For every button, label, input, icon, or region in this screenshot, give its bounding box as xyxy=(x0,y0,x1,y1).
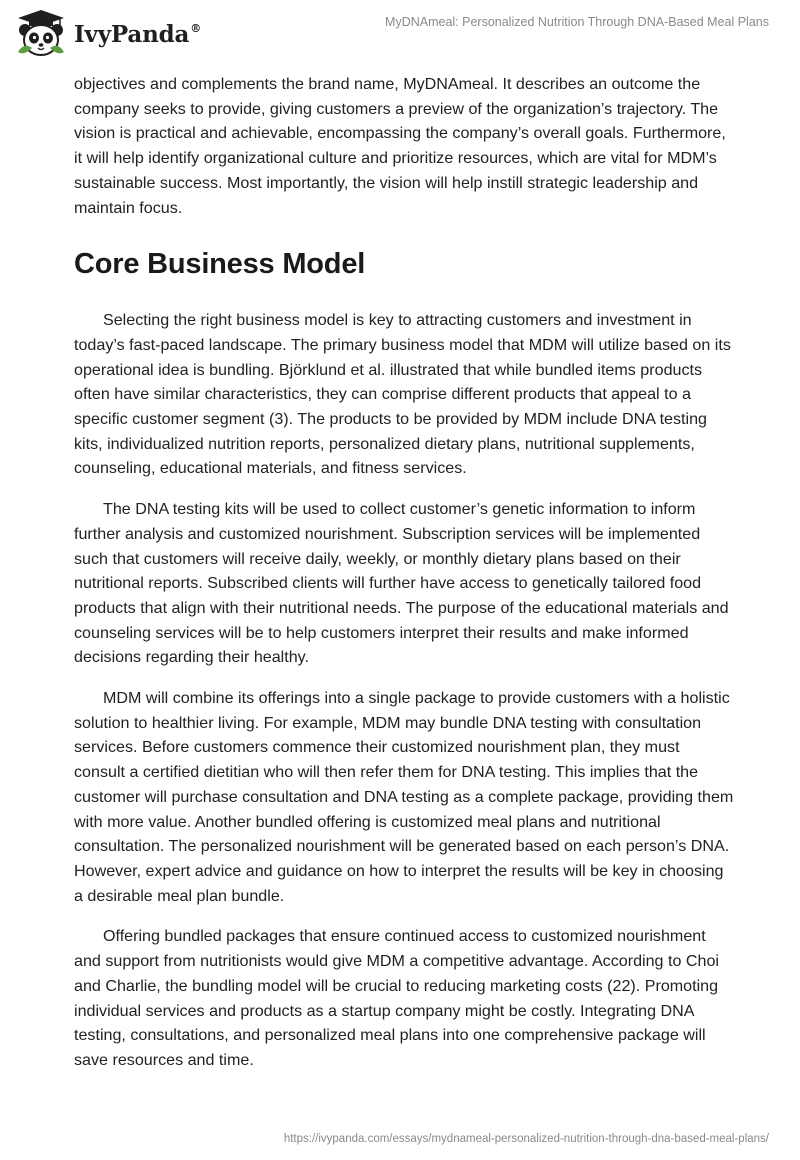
intro-paragraph: objectives and complements the brand name, MyDNAmeal. It describes an outcome the company seeks to provide, giving customers a preview of the organization’s trajectory. The vision is practical and achievable, encompassing the company’s overall goals. Furthermore, it will help identify organizational culture and prioritize resources, which are vital for MDM’s sustainable success. Most importantly, the vision will help instill strategic leadership and maintain focus. xyxy=(74,75,726,217)
panda-graduate-icon xyxy=(14,8,68,58)
registered-mark: ® xyxy=(190,21,201,35)
body-paragraph: MDM will combine its offerings into a single package to provide customers with a holistic solution to healthier living. For example, MDM may bundle DNA testing with consultation services. Before customers commence their customized nourishment plan, they must consult a certified dietitian who will then refer them for DNA testing. This implies that the customer will purchase consultation and DNA testing as a complete package, providing them with more value. Another bundled offering is customized meal plans and nutritional consultation. The personalized nourishment will be generated based on each person’s DNA. However, expert advice and guidance on how to interpret the results will be key in choosing a desirable meal plan bundle. xyxy=(74,689,734,905)
body-paragraph: The DNA testing kits will be used to collect customer’s genetic information to inform further analysis and customized nourishment. Subscription services will be implemented such that customers will receive daily, weekly, or monthly dietary plans based on their nutritional reports. Subscribed clients will further have access to genetically tailored food products that align with their nutritional needs. The purpose of the educational materials and counseling services will be to help customers interpret their results and make informed decisions regarding their healthy. xyxy=(74,500,729,667)
body-paragraph: Offering bundled packages that ensure continued access to customized nourishment and support from nutritionists would give MDM a competitive advantage. According to Choi and Charlie, the bundling model will be crucial to reducing marketing costs (22). Promoting individual services and products as a startup company might be costly. Integrating DNA testing, consultations, and personalized meal plans into one comprehensive package will save resources and time. xyxy=(74,927,719,1069)
document-title: MyDNAmeal: Personalized Nutrition Through DNA-Based Meal Plans xyxy=(385,15,769,29)
source-url[interactable]: https://ivypanda.com/essays/mydnameal-personalized-nutrition-through-dna-based-meal-plans/ xyxy=(283,1133,769,1145)
body-paragraph: Selecting the right business model is key to attracting customers and investment in today’s fast-paced landscape. The primary business model that MDM will utilize based on its operational idea is bundling. Björklund et al. illustrated that while bundled items products often have similar characteristics, they can comprise different products that appeal to a specific customer segment (3). The products to be provided by MDM include DNA testing kits, individualized nutrition reports, personalized dietary plans, nutritional supplements, counseling, educational materials, and fitness services. xyxy=(74,311,731,478)
brand-name: IvyPanda® xyxy=(74,20,201,48)
section-heading: Core Business Model xyxy=(74,248,366,281)
page-header xyxy=(0,0,800,62)
ivypanda-logo[interactable] xyxy=(14,8,201,58)
essay-content xyxy=(74,72,734,1089)
